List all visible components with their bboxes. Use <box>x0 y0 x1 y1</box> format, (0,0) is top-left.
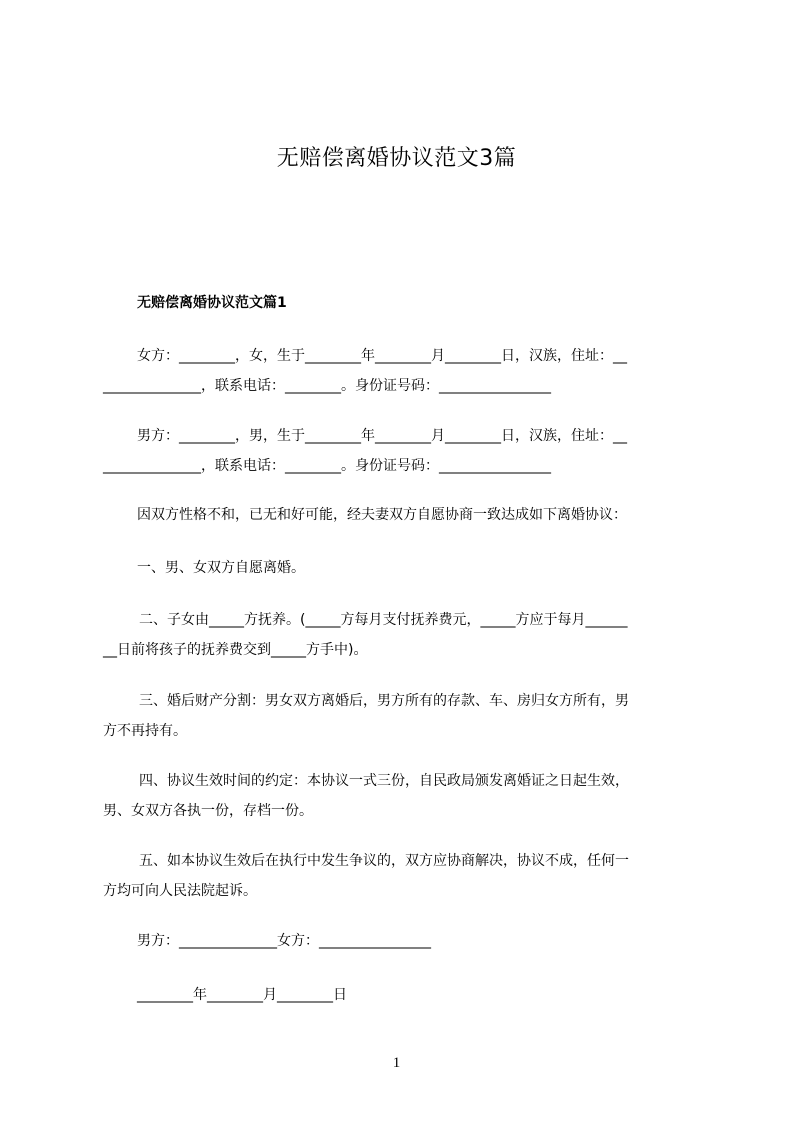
paragraph-line: 男方：______________女方：________________ <box>137 933 431 949</box>
clause-3 <box>103 686 702 746</box>
paragraph-male-party <box>103 421 702 481</box>
paragraph-line: ________年________月________日 <box>137 987 347 1003</box>
clause-5 <box>103 846 702 906</box>
paragraph-intro <box>103 500 702 530</box>
paragraph-line: 男、女双方各执一份，存档一份。 <box>103 803 313 819</box>
clause-4 <box>103 766 702 826</box>
paragraph-line: 方不再持有。 <box>103 723 187 739</box>
date-line <box>103 980 702 1010</box>
paragraph-line: 因双方性格不和，已无和好可能，经夫妻双方自愿协商一致达成如下离婚协议： <box>137 507 627 523</box>
paragraph-line: 女方：________，女，生于________年________月________日，汉族，住址：__ <box>137 348 627 364</box>
paragraph-line: ______________，联系电话：________。身份证号码：________________ <box>103 458 551 474</box>
paragraph-line: 三、婚后财产分割：男女双方离婚后，男方所有的存款、车、房归女方所有，男 <box>139 693 629 709</box>
paragraph-line: 二、子女由_____方抚养。(_____方每月支付抚养费元，_____方应于每月______ <box>139 612 628 628</box>
paragraph-line: ______________，联系电话：________。身份证号码：________________ <box>103 378 551 394</box>
paragraph-line: 四、协议生效时间的约定：本协议一式三份，自民政局颁发离婚证之日起生效， <box>139 773 629 789</box>
section-heading: 无赔偿离婚协议范文篇1 <box>137 295 287 311</box>
clause-1 <box>103 553 702 583</box>
clause-2 <box>103 605 702 665</box>
signature-line <box>103 926 702 956</box>
paragraph-line: 五、如本协议生效后在执行中发生争议的，双方应协商解决，协议不成，任何一 <box>139 853 629 869</box>
paragraph-line: 一、男、女双方自愿离婚。 <box>137 560 305 576</box>
paragraph-line: __日前将孩子的抚养费交到_____方手中)。 <box>103 642 368 658</box>
paragraph-line: 方均可向人民法院起诉。 <box>103 883 257 899</box>
document-title: 无赔偿离婚协议范文3篇 <box>276 146 517 171</box>
paragraph-female-party <box>103 341 702 401</box>
page-number: 1 <box>392 1055 401 1071</box>
paragraph-line: 男方：________，男，生于________年________月________日，汉族，住址：__ <box>137 428 627 444</box>
